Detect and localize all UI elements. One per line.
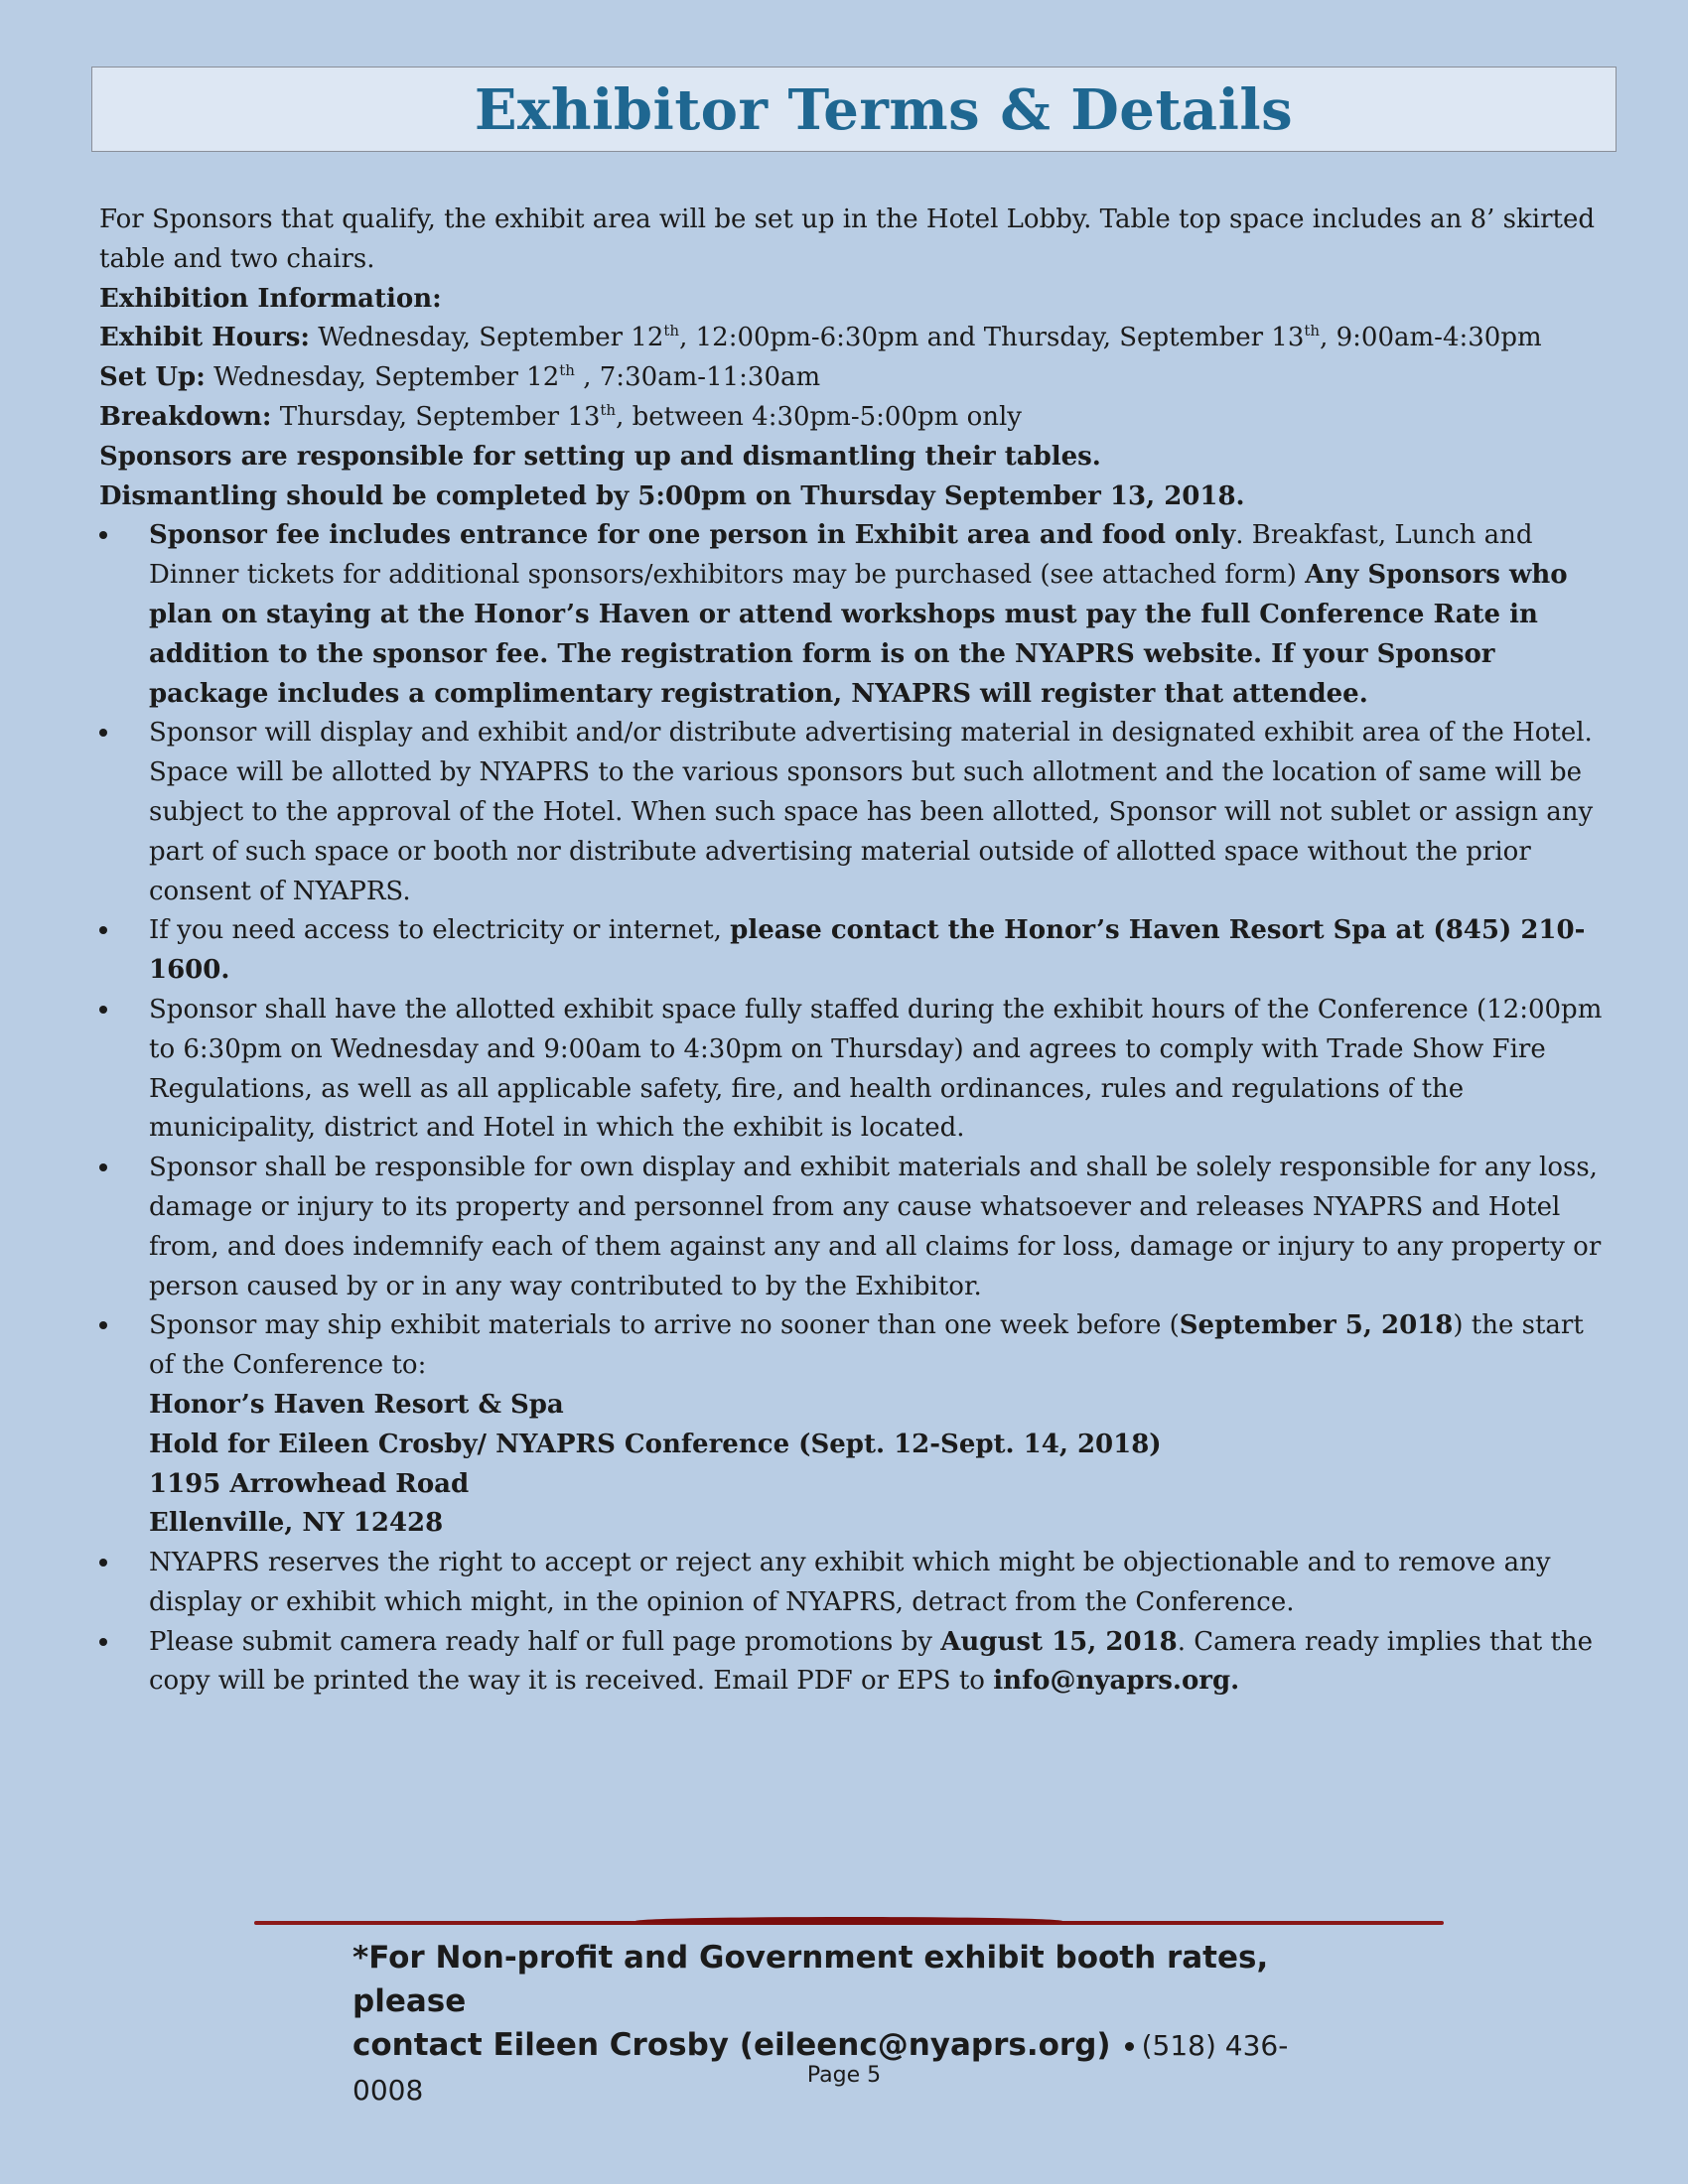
title-box <box>91 67 1617 152</box>
list-item: Sponsor shall be responsible for own display and exhibit materials and shall be solely responsible for any loss, damage or injury to its property and personnel from any cause whatsoever and releases NYAPRS and Hotel from, and does indemnify each of them against any and all claims for loss, damage or injury to any property or person caused by or in any way contributed to by the Exhibitor. <box>99 1149 1609 1306</box>
bullet-icon <box>99 1006 107 1014</box>
breakdown-label: Breakdown: <box>99 401 272 432</box>
intro-paragraph: For Sponsors that qualify, the exhibit area will be set up in the Hotel Lobby. Table top space includes an 8’ skirted table and two chairs. <box>99 205 1595 274</box>
bullet-icon <box>99 1321 107 1329</box>
list-item: NYAPRS reserves the right to accept or reject any exhibit which might be objectionable and to remove any display or exhibit which might, in the opinion of NYAPRS, detract from the Conference. <box>99 1544 1609 1623</box>
setup-hours: Set Up: Wednesday, September 12th , 7:30am-11:30am <box>99 361 821 393</box>
responsible-line-2: Dismantling should be completed by 5:00pm on Thursday September 13, 2018. <box>99 480 1245 511</box>
bullet-icon <box>99 1638 107 1646</box>
breakdown-hours: Breakdown: Thursday, September 13th, between 4:30pm-5:00pm only <box>99 400 1022 432</box>
address-line: Ellenville, NY 12428 <box>149 1508 444 1539</box>
terms-content <box>99 201 1609 1702</box>
terms-list <box>99 516 1609 1702</box>
email-link: info@nyaprs.org. <box>993 1666 1240 1697</box>
page-number: Page 5 <box>806 2063 882 2088</box>
footer-line-1: *For Non-profit and Government exhibit booth rates, please <box>352 1940 1269 2019</box>
list-item: If you need access to electricity or internet, please contact the Honor’s Haven Resort Spa at (845) 210-1600. <box>99 911 1609 991</box>
list-item: Sponsor may ship exhibit materials to arrive no sooner than one week before (September 5, 2018) the start of the Conference to: Honor’s Haven Resort & Spa Hold for Eileen Crosby/ NYAPRS Conference (Sept. 12-Sept. 14, 2018) 1195 Arrowhead Road Ellenville, NY 12428 <box>99 1306 1609 1544</box>
setup-label: Set Up: <box>99 362 206 393</box>
bullet-icon <box>99 926 107 934</box>
bullet-icon <box>99 1559 107 1567</box>
exhibition-heading: Exhibition Information: <box>99 283 442 314</box>
responsible-line-1: Sponsors are responsible for setting up and dismantling their tables. <box>99 441 1101 472</box>
bullet-icon <box>1125 2042 1134 2051</box>
list-item: Sponsor shall have the allotted exhibit space fully staffed during the exhibit hours of the Conference (12:00pm to 6:30pm on Wednesday and 9:00am to 4:30pm on Thursday) and agrees to comply with Trade Show Fire Regulations, as well as all applicable safety, fire, and health ordinances, rules and regulations of the municipality, district and Hotel in which the exhibit is located. <box>99 991 1609 1149</box>
bullet-icon <box>99 729 107 737</box>
page-title: Exhibitor Terms & Details <box>474 77 1294 143</box>
address-line: 1195 Arrowhead Road <box>149 1468 470 1499</box>
address-line: Hold for Eileen Crosby/ NYAPRS Conference (Sept. 12-Sept. 14, 2018) <box>149 1429 1162 1459</box>
address-line: Honor’s Haven Resort & Spa <box>149 1389 564 1420</box>
footer-line-2: contact Eileen Crosby (eileenc@nyaprs.org) (518) 436-0008 <box>352 2027 1289 2107</box>
list-item: Sponsor will display and exhibit and/or distribute advertising material in designated exhibit area of the Hotel. Space will be allotted by NYAPRS to the various sponsors but such allotment and the location of same will be subject to the approval of the Hotel. When such space has been allotted, Sponsor will not sublet or assign any part of such space or booth nor distribute advertising material outside of allotted space without the prior consent of NYAPRS. <box>99 714 1609 911</box>
list-item: Please submit camera ready half or full page promotions by August 15, 2018. Camera ready implies that the copy will be printed the way it is received. Email PDF or EPS to info@nyaprs.org. <box>99 1623 1609 1703</box>
list-item: Sponsor fee includes entrance for one person in Exhibit area and food only. Breakfast, Lunch and Dinner tickets for additional sponsors/exhibitors may be purchased (see attached form) Any Sponsors who plan on staying at the Honor’s Haven or attend workshops must pay the full Conference Rate in addition to the sponsor fee. The registration form is on the NYAPRS website. If your Sponsor package includes a complimentary registration, NYAPRS will register that attendee. <box>99 516 1609 714</box>
exhibit-hours: Exhibit Hours: Wednesday, September 12th, 12:00pm-6:30pm and Thursday, September 13th, 9:00am-4:30pm <box>99 322 1542 353</box>
footer-divider-accent <box>635 1917 1062 1925</box>
footer-phone: (518) 436-0008 <box>352 2029 1289 2107</box>
exhibit-hours-label: Exhibit Hours: <box>99 323 310 353</box>
shipping-address <box>149 1386 1609 1544</box>
bullet-icon <box>99 531 107 539</box>
bullet-icon <box>99 1163 107 1171</box>
